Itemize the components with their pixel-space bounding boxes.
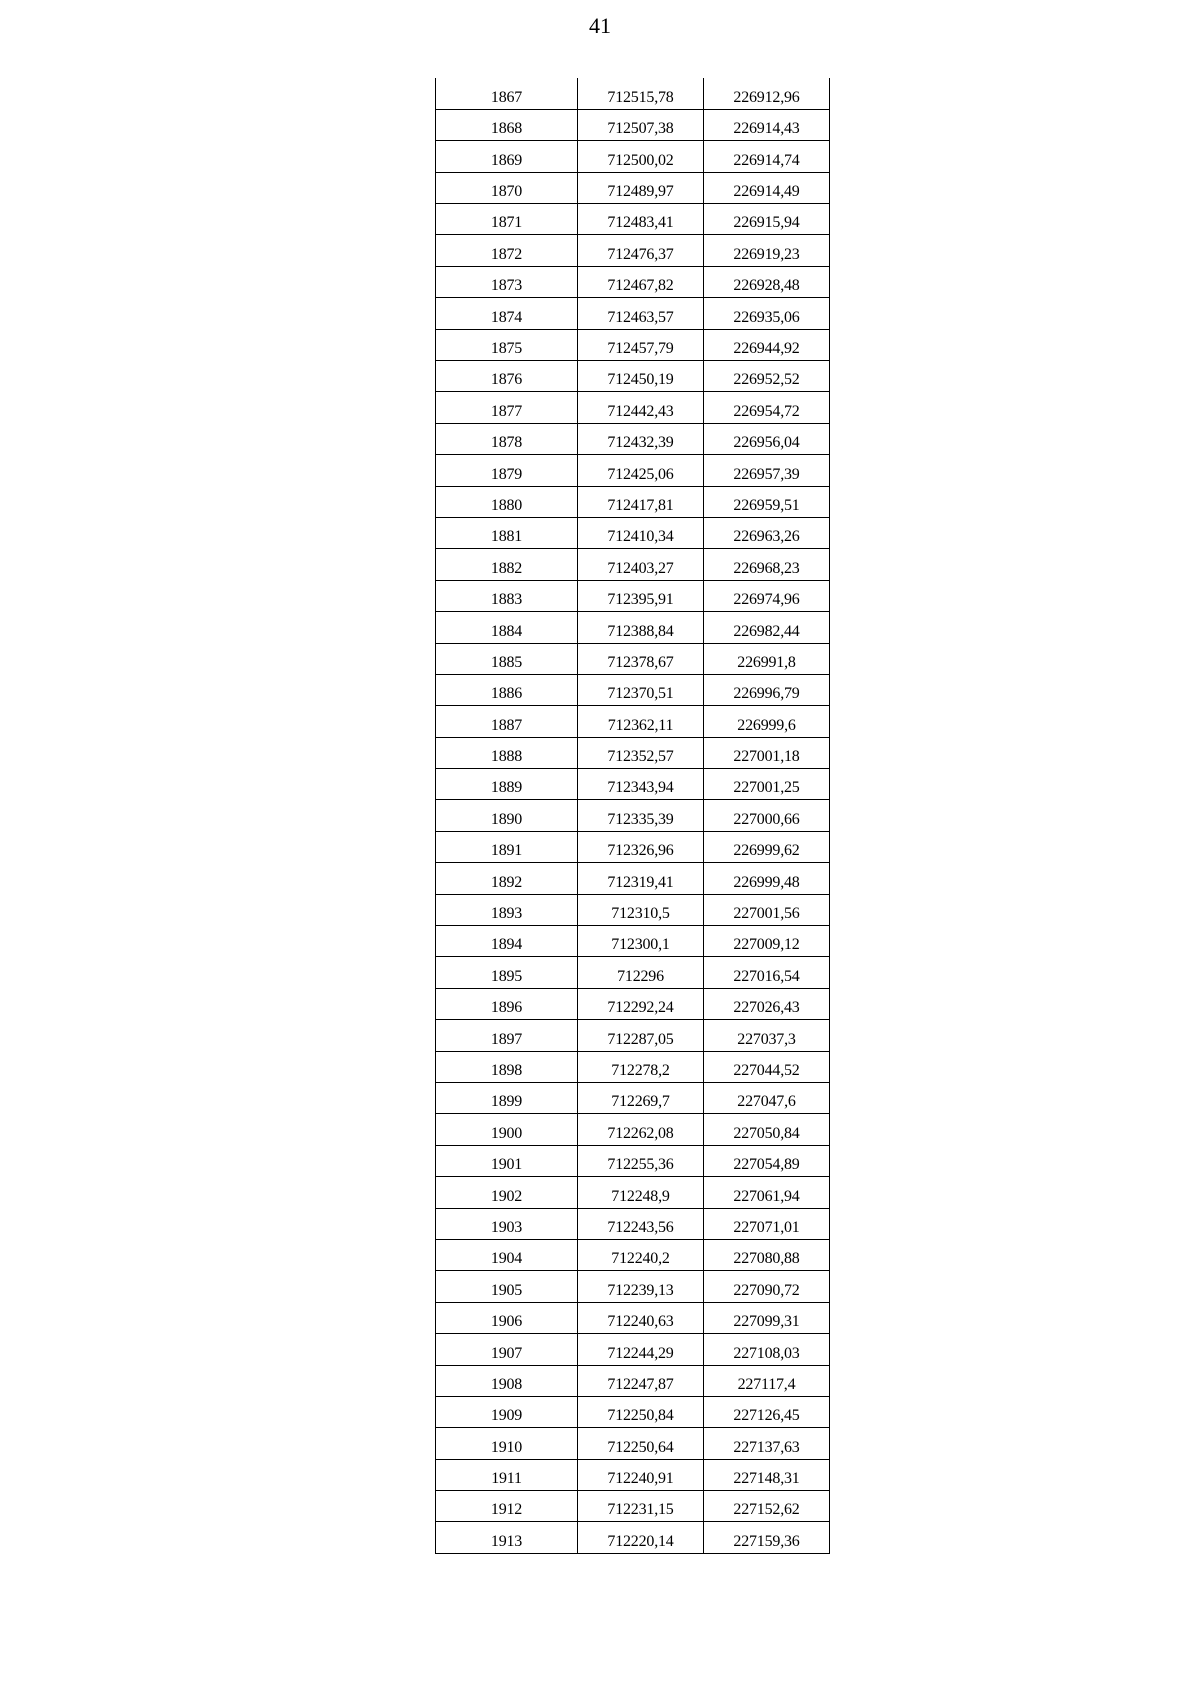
point-number-cell: 1891	[436, 831, 578, 862]
y-coordinate-cell: 227026,43	[704, 988, 830, 1019]
y-coordinate-cell: 227001,18	[704, 737, 830, 768]
x-coordinate-cell: 712220,14	[578, 1522, 704, 1553]
point-number-cell: 1909	[436, 1396, 578, 1427]
point-number-cell: 1874	[436, 298, 578, 329]
point-number-cell: 1893	[436, 894, 578, 925]
table-row	[436, 926, 830, 957]
y-coordinate-cell: 227071,01	[704, 1208, 830, 1239]
point-number-cell: 1875	[436, 329, 578, 360]
x-coordinate-cell: 712269,7	[578, 1083, 704, 1114]
y-coordinate-cell: 227099,31	[704, 1302, 830, 1333]
coordinates-table-body	[436, 78, 830, 1553]
point-number-cell: 1903	[436, 1208, 578, 1239]
y-coordinate-cell: 226968,23	[704, 549, 830, 580]
y-coordinate-cell: 227061,94	[704, 1177, 830, 1208]
point-number-cell: 1869	[436, 141, 578, 172]
y-coordinate-cell: 227044,52	[704, 1051, 830, 1082]
point-number-cell: 1900	[436, 1114, 578, 1145]
y-coordinate-cell: 226999,48	[704, 863, 830, 894]
x-coordinate-cell: 712483,41	[578, 204, 704, 235]
y-coordinate-cell: 226914,74	[704, 141, 830, 172]
point-number-cell: 1871	[436, 204, 578, 235]
table-row	[436, 988, 830, 1019]
point-number-cell: 1904	[436, 1239, 578, 1270]
x-coordinate-cell: 712425,06	[578, 455, 704, 486]
table-row	[436, 1145, 830, 1176]
point-number-cell: 1910	[436, 1428, 578, 1459]
y-coordinate-cell: 226915,94	[704, 204, 830, 235]
table-row	[436, 109, 830, 140]
y-coordinate-cell: 226954,72	[704, 392, 830, 423]
table-row	[436, 737, 830, 768]
point-number-cell: 1895	[436, 957, 578, 988]
point-number-cell: 1879	[436, 455, 578, 486]
point-number-cell: 1872	[436, 235, 578, 266]
x-coordinate-cell: 712388,84	[578, 612, 704, 643]
x-coordinate-cell: 712450,19	[578, 361, 704, 392]
y-coordinate-cell: 226982,44	[704, 612, 830, 643]
x-coordinate-cell: 712500,02	[578, 141, 704, 172]
point-number-cell: 1889	[436, 769, 578, 800]
y-coordinate-cell: 227117,4	[704, 1365, 830, 1396]
y-coordinate-cell: 226963,26	[704, 517, 830, 548]
table-row	[436, 1083, 830, 1114]
x-coordinate-cell: 712248,9	[578, 1177, 704, 1208]
point-number-cell: 1880	[436, 486, 578, 517]
table-row	[436, 172, 830, 203]
x-coordinate-cell: 712476,37	[578, 235, 704, 266]
x-coordinate-cell: 712240,63	[578, 1302, 704, 1333]
y-coordinate-cell: 226957,39	[704, 455, 830, 486]
table-row	[436, 1428, 830, 1459]
table-row	[436, 1334, 830, 1365]
y-coordinate-cell: 226928,48	[704, 266, 830, 297]
table-row	[436, 580, 830, 611]
y-coordinate-cell: 226912,96	[704, 78, 830, 109]
table-row	[436, 1491, 830, 1522]
table-row	[436, 674, 830, 705]
y-coordinate-cell: 227054,89	[704, 1145, 830, 1176]
table-row	[436, 517, 830, 548]
point-number-cell: 1898	[436, 1051, 578, 1082]
x-coordinate-cell: 712378,67	[578, 643, 704, 674]
point-number-cell: 1868	[436, 109, 578, 140]
y-coordinate-cell: 227001,56	[704, 894, 830, 925]
table-row	[436, 831, 830, 862]
x-coordinate-cell: 712463,57	[578, 298, 704, 329]
point-number-cell: 1886	[436, 674, 578, 705]
table-row	[436, 1522, 830, 1553]
table-row	[436, 769, 830, 800]
y-coordinate-cell: 226914,49	[704, 172, 830, 203]
x-coordinate-cell: 712240,2	[578, 1239, 704, 1270]
y-coordinate-cell: 227108,03	[704, 1334, 830, 1365]
y-coordinate-cell: 227016,54	[704, 957, 830, 988]
table-row	[436, 1020, 830, 1051]
x-coordinate-cell: 712507,38	[578, 109, 704, 140]
x-coordinate-cell: 712319,41	[578, 863, 704, 894]
x-coordinate-cell: 712515,78	[578, 78, 704, 109]
x-coordinate-cell: 712287,05	[578, 1020, 704, 1051]
table-row	[436, 1239, 830, 1270]
y-coordinate-cell: 226999,6	[704, 706, 830, 737]
x-coordinate-cell: 712262,08	[578, 1114, 704, 1145]
point-number-cell: 1896	[436, 988, 578, 1019]
x-coordinate-cell: 712310,5	[578, 894, 704, 925]
y-coordinate-cell: 227148,31	[704, 1459, 830, 1490]
point-number-cell: 1905	[436, 1271, 578, 1302]
point-number-cell: 1894	[436, 926, 578, 957]
table-row	[436, 800, 830, 831]
point-number-cell: 1884	[436, 612, 578, 643]
y-coordinate-cell: 226959,51	[704, 486, 830, 517]
coordinates-table	[435, 78, 830, 1554]
y-coordinate-cell: 226999,62	[704, 831, 830, 862]
y-coordinate-cell: 227090,72	[704, 1271, 830, 1302]
y-coordinate-cell: 226952,52	[704, 361, 830, 392]
y-coordinate-cell: 226935,06	[704, 298, 830, 329]
y-coordinate-cell: 226914,43	[704, 109, 830, 140]
y-coordinate-cell: 226996,79	[704, 674, 830, 705]
x-coordinate-cell: 712247,87	[578, 1365, 704, 1396]
y-coordinate-cell: 226974,96	[704, 580, 830, 611]
x-coordinate-cell: 712300,1	[578, 926, 704, 957]
table-row	[436, 1302, 830, 1333]
table-row	[436, 235, 830, 266]
x-coordinate-cell: 712243,56	[578, 1208, 704, 1239]
x-coordinate-cell: 712239,13	[578, 1271, 704, 1302]
table-row	[436, 863, 830, 894]
y-coordinate-cell: 227137,63	[704, 1428, 830, 1459]
x-coordinate-cell: 712362,11	[578, 706, 704, 737]
y-coordinate-cell: 227080,88	[704, 1239, 830, 1270]
point-number-cell: 1873	[436, 266, 578, 297]
x-coordinate-cell: 712278,2	[578, 1051, 704, 1082]
point-number-cell: 1892	[436, 863, 578, 894]
table-row	[436, 78, 830, 109]
y-coordinate-cell: 227037,3	[704, 1020, 830, 1051]
y-coordinate-cell: 227047,6	[704, 1083, 830, 1114]
point-number-cell: 1887	[436, 706, 578, 737]
point-number-cell: 1883	[436, 580, 578, 611]
page-number: 41	[589, 13, 611, 38]
table-row	[436, 361, 830, 392]
y-coordinate-cell: 227159,36	[704, 1522, 830, 1553]
x-coordinate-cell: 712467,82	[578, 266, 704, 297]
table-row	[436, 329, 830, 360]
x-coordinate-cell: 712240,91	[578, 1459, 704, 1490]
table-row	[436, 1177, 830, 1208]
x-coordinate-cell: 712250,64	[578, 1428, 704, 1459]
x-coordinate-cell: 712250,84	[578, 1396, 704, 1427]
table-row	[436, 957, 830, 988]
point-number-cell: 1908	[436, 1365, 578, 1396]
point-number-cell: 1890	[436, 800, 578, 831]
point-number-cell: 1878	[436, 423, 578, 454]
point-number-cell: 1912	[436, 1491, 578, 1522]
point-number-cell: 1888	[436, 737, 578, 768]
point-number-cell: 1885	[436, 643, 578, 674]
table-row	[436, 486, 830, 517]
x-coordinate-cell: 712292,24	[578, 988, 704, 1019]
table-row	[436, 1271, 830, 1302]
table-row	[436, 204, 830, 235]
x-coordinate-cell: 712489,97	[578, 172, 704, 203]
point-number-cell: 1902	[436, 1177, 578, 1208]
y-coordinate-cell: 227126,45	[704, 1396, 830, 1427]
point-number-cell: 1907	[436, 1334, 578, 1365]
table-row	[436, 894, 830, 925]
x-coordinate-cell: 712231,15	[578, 1491, 704, 1522]
y-coordinate-cell: 226956,04	[704, 423, 830, 454]
point-number-cell: 1882	[436, 549, 578, 580]
x-coordinate-cell: 712326,96	[578, 831, 704, 862]
x-coordinate-cell: 712343,94	[578, 769, 704, 800]
table-row	[436, 706, 830, 737]
point-number-cell: 1870	[436, 172, 578, 203]
table-row	[436, 1208, 830, 1239]
x-coordinate-cell: 712244,29	[578, 1334, 704, 1365]
x-coordinate-cell: 712432,39	[578, 423, 704, 454]
y-coordinate-cell: 227152,62	[704, 1491, 830, 1522]
y-coordinate-cell: 226944,92	[704, 329, 830, 360]
x-coordinate-cell: 712395,91	[578, 580, 704, 611]
point-number-cell: 1867	[436, 78, 578, 109]
y-coordinate-cell: 226991,8	[704, 643, 830, 674]
table-row	[436, 423, 830, 454]
point-number-cell: 1911	[436, 1459, 578, 1490]
table-row	[436, 643, 830, 674]
table-row	[436, 455, 830, 486]
x-coordinate-cell: 712457,79	[578, 329, 704, 360]
point-number-cell: 1906	[436, 1302, 578, 1333]
table-row	[436, 549, 830, 580]
table-row	[436, 1051, 830, 1082]
point-number-cell: 1897	[436, 1020, 578, 1051]
point-number-cell: 1901	[436, 1145, 578, 1176]
y-coordinate-cell: 227050,84	[704, 1114, 830, 1145]
point-number-cell: 1881	[436, 517, 578, 548]
x-coordinate-cell: 712296	[578, 957, 704, 988]
table-row	[436, 612, 830, 643]
point-number-cell: 1876	[436, 361, 578, 392]
table-row	[436, 1396, 830, 1427]
x-coordinate-cell: 712442,43	[578, 392, 704, 423]
y-coordinate-cell: 227001,25	[704, 769, 830, 800]
table-row	[436, 141, 830, 172]
table-row	[436, 1459, 830, 1490]
x-coordinate-cell: 712335,39	[578, 800, 704, 831]
x-coordinate-cell: 712410,34	[578, 517, 704, 548]
point-number-cell: 1877	[436, 392, 578, 423]
table-row	[436, 1114, 830, 1145]
y-coordinate-cell: 227000,66	[704, 800, 830, 831]
table-row	[436, 298, 830, 329]
x-coordinate-cell: 712403,27	[578, 549, 704, 580]
point-number-cell: 1913	[436, 1522, 578, 1553]
table-row	[436, 1365, 830, 1396]
y-coordinate-cell: 227009,12	[704, 926, 830, 957]
table-row	[436, 392, 830, 423]
point-number-cell: 1899	[436, 1083, 578, 1114]
table-row	[436, 266, 830, 297]
x-coordinate-cell: 712417,81	[578, 486, 704, 517]
x-coordinate-cell: 712370,51	[578, 674, 704, 705]
y-coordinate-cell: 226919,23	[704, 235, 830, 266]
x-coordinate-cell: 712255,36	[578, 1145, 704, 1176]
x-coordinate-cell: 712352,57	[578, 737, 704, 768]
